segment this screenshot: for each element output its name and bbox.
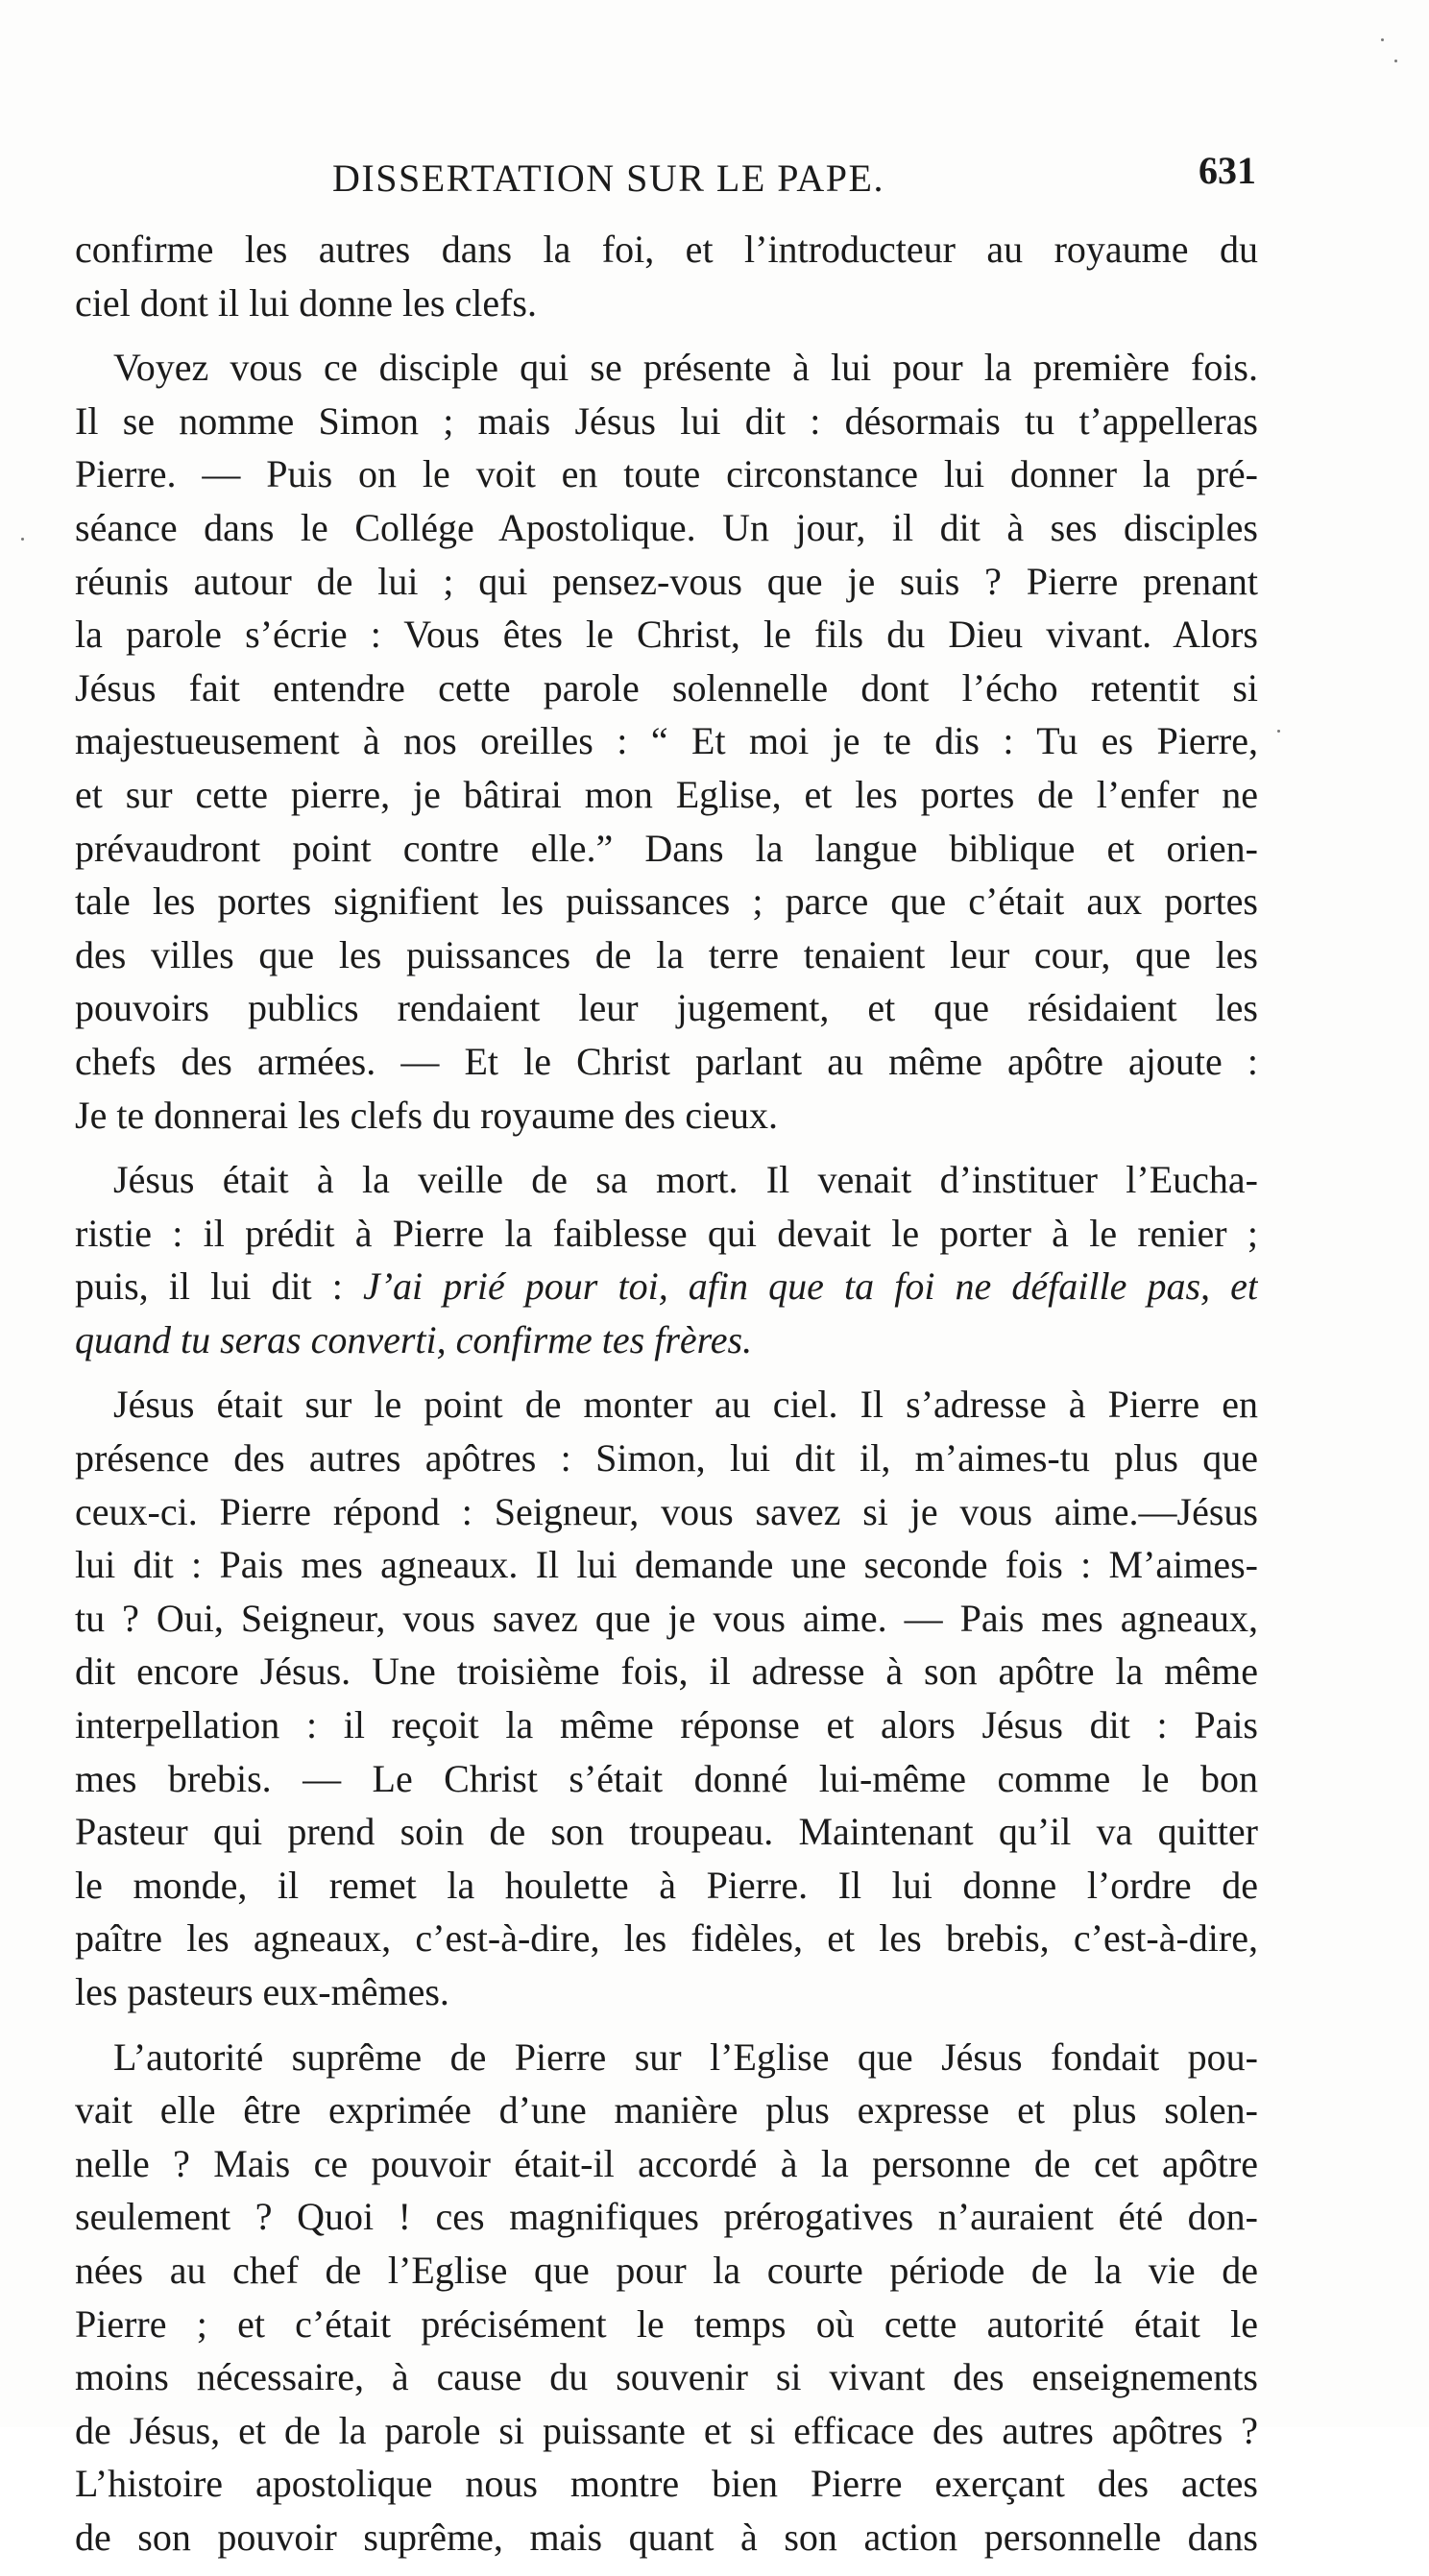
text-line: confirme les autres dans la foi, et l’introducteur au royaume du — [75, 228, 1258, 271]
scan-speck — [21, 538, 24, 541]
scan-speck — [1394, 60, 1397, 62]
running-header — [75, 149, 1256, 204]
text-line: pouvoirs publics rendaient leur jugement, et que résidaient les — [75, 986, 1258, 1030]
text-line: tu ? Oui, Seigneur, vous savez que je vous aime. — Pais mes agneaux, — [75, 1596, 1258, 1640]
paragraph — [75, 223, 1258, 329]
text-line: tale les portes signifient les puissances ; parce que c’était aux portes — [75, 879, 1258, 924]
paragraph — [75, 341, 1258, 1142]
text-line: Jésus était à la veille de sa mort. Il venait d’instituer l’Eucha- — [113, 1158, 1258, 1202]
text-line: nées au chef de l’Eglise que pour la courte période de la vie de — [75, 2248, 1258, 2292]
text-line: Pierre ; et c’était précisément le temps où cette autorité était le — [75, 2301, 1258, 2346]
text-line: vait elle être exprimée d’une manière plus expresse et plus solen- — [75, 2088, 1258, 2132]
text-line: dit encore Jésus. Une troisième fois, il adresse à son apôtre la même — [75, 1649, 1258, 1694]
text-line: Pasteur qui prend soin de son troupeau. Maintenant qu’il va quitter — [75, 1810, 1258, 1854]
paragraph — [75, 1153, 1258, 1366]
text-line — [75, 1260, 1258, 1313]
text-line: de Jésus, et de la parole si puissante et si efficace des autres apôtres ? — [75, 2408, 1258, 2452]
text-line: de son pouvoir suprême, mais quant à son action personnelle dans — [75, 2515, 1258, 2559]
text-line: Jésus fait entendre cette parole solennelle dont l’écho retentit si — [75, 665, 1258, 710]
running-title: DISSERTATION SUR LE PAPE. — [332, 156, 884, 200]
text-line: lui dit : Pais mes agneaux. Il lui demande une seconde fois : M’aimes- — [75, 1543, 1258, 1587]
text-line: Il se nomme Simon ; mais Jésus lui dit : désormais tu t’appelleras — [75, 398, 1258, 443]
text-segment: puis, il lui dit : — [75, 1264, 363, 1309]
text-line: Je te donnerai les clefs du royaume des cieux. — [75, 1093, 778, 1137]
text-line: la parole s’écrie : Vous êtes le Christ, le fils du Dieu vivant. Alors — [75, 613, 1258, 657]
scan-speck — [1381, 38, 1384, 41]
text-line: quand tu seras converti, confirme tes frères. — [75, 1317, 753, 1361]
text-line: ristie : il prédit à Pierre la faiblesse qui devait le porter à le renier ; — [75, 1211, 1258, 1255]
text-line: ceux-ci. Pierre répond : Seigneur, vous savez si je vous aime.—Jésus — [75, 1489, 1258, 1533]
text-line: Pierre. — Puis on le voit en toute circonstance lui donner la pré- — [75, 452, 1258, 496]
text-line: interpellation : il reçoit la même réponse et alors Jésus dit : Pais — [75, 1703, 1258, 1747]
italic-quotation: J’ai prié pour toi, afin que ta foi ne défaille pas, et — [362, 1264, 1258, 1309]
text-line: moins nécessaire, à cause du souvenir si vivant des enseignements — [75, 2355, 1258, 2399]
text-line: Jésus était sur le point de monter au ciel. Il s’adresse à Pierre en — [113, 1383, 1258, 1427]
page-number: 631 — [1199, 149, 1256, 192]
text-line: présence des autres apôtres : Simon, lui dit il, m’aimes-tu plus que — [75, 1436, 1258, 1481]
text-line: paître les agneaux, c’est-à-dire, les fidèles, et les brebis, c’est-à-dire, — [75, 1916, 1258, 1961]
text-line: des villes que les puissances de la terre tenaient leur cour, que les — [75, 932, 1258, 976]
text-line: mes brebis. — Le Christ s’était donné lui-même comme le bon — [75, 1756, 1258, 1800]
text-line: Voyez vous ce disciple qui se présente à lui pour la première fois. — [113, 346, 1258, 390]
body-text — [75, 223, 1258, 2576]
text-line: séance dans le Collége Apostolique. Un jour, il dit à ses disciples — [75, 505, 1258, 549]
text-line: prévaudront point contre elle.” Dans la langue biblique et orien- — [75, 826, 1258, 870]
text-line: les pasteurs eux-mêmes. — [75, 1970, 449, 2013]
text-line: L’histoire apostolique nous montre bien Pierre exerçant des actes — [75, 2462, 1258, 2506]
text-line: seulement ? Quoi ! ces magnifiques prérogatives n’auraient été don- — [75, 2195, 1258, 2239]
text-line: et sur cette pierre, je bâtirai mon Eglise, et les portes de l’enfer ne — [75, 772, 1258, 816]
scan-speck — [1277, 730, 1280, 733]
text-line: majestueusement à nos oreilles : “ Et moi je te dis : Tu es Pierre, — [75, 719, 1258, 763]
paragraph — [75, 2031, 1258, 2564]
text-line: nelle ? Mais ce pouvoir était-il accordé à la personne de cet apôtre — [75, 2141, 1258, 2185]
text-line: L’autorité suprême de Pierre sur l’Eglise que Jésus fondait pou- — [113, 2034, 1258, 2079]
text-line: réunis autour de lui ; qui pensez-vous que je suis ? Pierre prenant — [75, 559, 1258, 603]
text-line: le monde, il remet la houlette à Pierre. Il lui donne l’ordre de — [75, 1863, 1258, 1907]
paragraph — [75, 1378, 1258, 2018]
text-line: chefs des armées. — Et le Christ parlant au même apôtre ajoute : — [75, 1039, 1258, 1083]
text-line: ciel dont il lui donne les clefs. — [75, 280, 537, 325]
